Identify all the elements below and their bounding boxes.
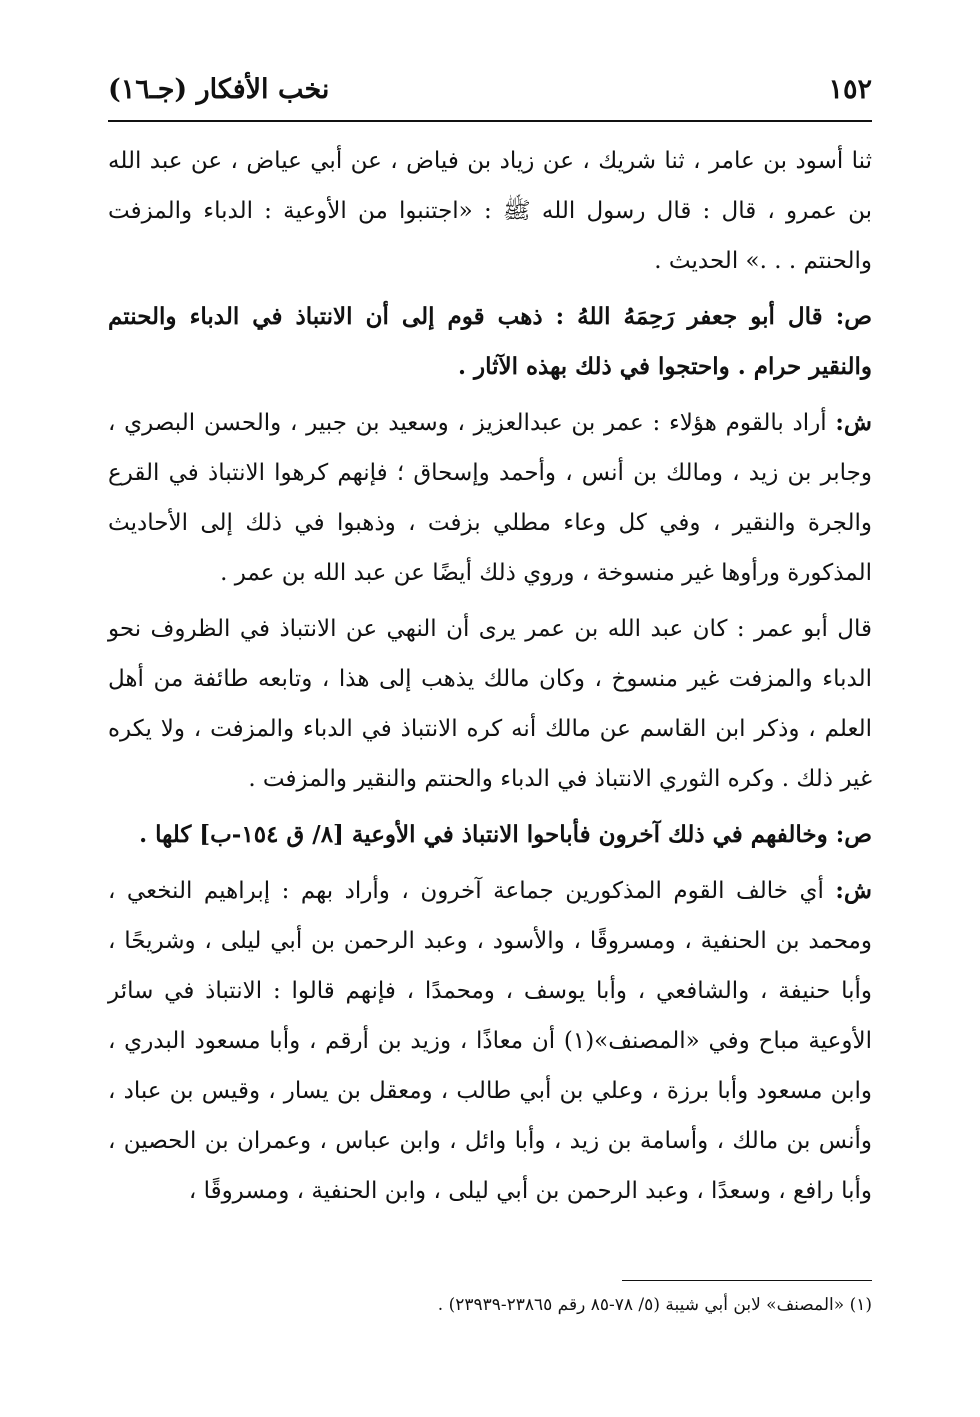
paragraph-matn — [108, 292, 872, 392]
paragraph-matn — [108, 810, 872, 860]
running-title: نخب الأفكار (جـ١٦) — [108, 74, 330, 105]
paragraph-text: أي خالف القوم المذكورين جماعة آخرون ، وأراد بهم : إبراهيم النخعي ، ومحمد بن الحنفية ، ومسروقًا ، والأسود ، وعبد الرحمن بن أبي ليلى ، وشريحًا ، وأبا حنيفة ، والشافعي ، وأبا يوسف ، ومحمدًا ، فإنهم قالوا : الانتباذ في سائر الأوعية مباح وفي «المصنف»(١) أن معاذًا ، وزيد بن أرقم ، وأبا مسعود البدري ، وابن مسعود وأبا برزة ، وعلي بن أبي طالب ، ومعقل بن يسار ، وقيس بن عباد ، وأنس بن مالك ، وأسامة بن زيد ، وأبا وائل ، وابن عباس ، وعمران بن الحصين ، وأبا رافع ، وسعدًا ، وعبد الرحمن بن أبي ليلى ، وابن الحنفية ، ومسروقًا ، — [108, 878, 872, 1204]
paragraph-abu-umar — [108, 604, 872, 804]
sad-marker: ص: — [835, 303, 872, 330]
paragraph-text: أراد بالقوم هؤلاء : عمر بن عبدالعزيز ، وسعيد بن جبير ، والحسن البصري ، وجابر بن زيد ، ومالك بن أنس ، وأحمد وإسحاق ؛ فإنهم كرهوا الانتباذ في القرع والجرة والنقير ، وفي كل وعاء مطلي بزفت ، وذهبوا في ذلك إلى الأحاديث المذكورة ورأوها غير منسوخة ، وروي ذلك أيضًا عن عبد الله بن عمر . — [108, 410, 872, 586]
page-number: ١٥٢ — [828, 74, 872, 105]
page-body — [108, 136, 872, 1222]
paragraph-hadith-chain — [108, 136, 872, 286]
footnote-separator — [622, 1280, 872, 1281]
shin-marker: ش: — [835, 877, 872, 904]
paragraph-text: قال أبو عمر : كان عبد الله بن عمر يرى أن النهي عن الانتباذ في الظروف نحو الدباء والمزفت غير منسوخ ، وكان مالك يذهب إلى هذا ، وتابعه طائفة من أهل العلم ، وذكر ابن القاسم عن مالك أنه كره الانتباذ في الدباء والمزفت ، ولا يكره غير ذلك . وكره الثوري الانتباذ في الدباء والحنتم والنقير والمزفت . — [108, 616, 872, 792]
running-header — [108, 70, 872, 114]
paragraph-text: قال أبو جعفر رَحِمَهُ اللهُ : ذهب قوم إلى أن الانتباذ في الدباء والحنتم والنقير حرام . واحتجوا في ذلك بهذه الآثار . — [108, 303, 872, 380]
header-rule — [108, 120, 872, 122]
shin-marker: ش: — [835, 409, 872, 436]
paragraph-text: ثنا أسود بن عامر ، ثنا شريك ، عن زياد بن فياض ، عن أبي عياض ، عن عبد الله بن عمرو ، قال : قال رسول الله ﷺ : «اجتنبوا من الأوعية : الدباء والمزفت والحنتم . . .» الحديث . — [108, 148, 872, 274]
paragraph-commentary — [108, 866, 872, 1216]
paragraph-text: وخالفهم في ذلك آخرون فأباحوا الانتباذ في الأوعية [٨/ ق ١٥٤-ب] كلها . — [139, 821, 828, 848]
sad-marker: ص: — [835, 821, 872, 848]
footnote: (١) «المصنف» لابن أبي شيبة (٥/ ٧٨-٨٥ رقم ٢٣٨٦٥-٢٣٩٣٩) . — [437, 1295, 872, 1315]
paragraph-commentary — [108, 398, 872, 598]
